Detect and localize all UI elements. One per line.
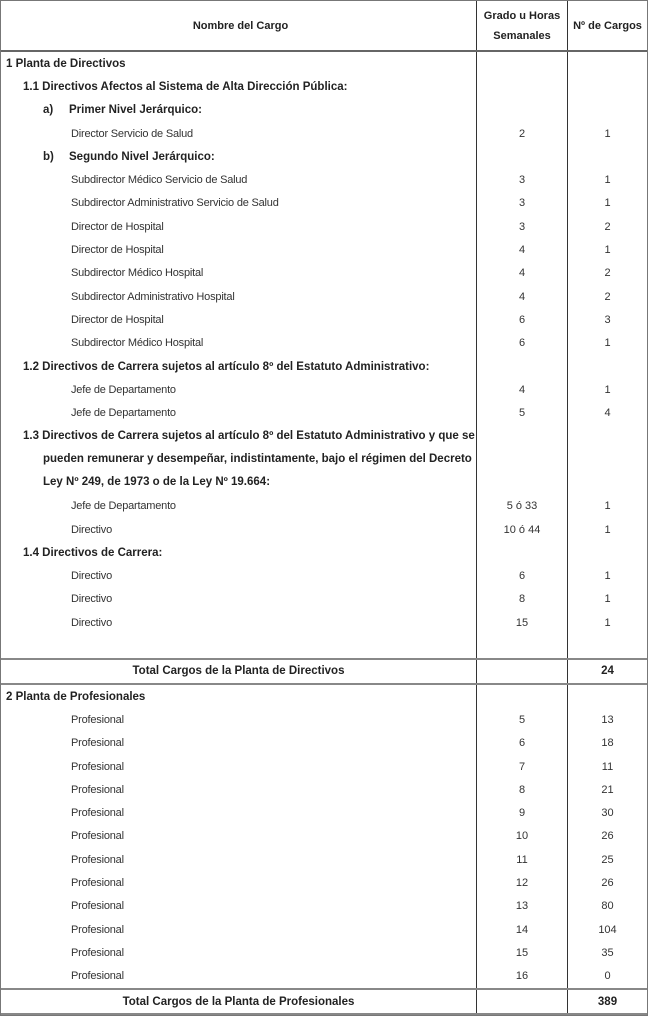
table-row: [1, 168, 647, 191]
count-cell: 1: [567, 168, 647, 191]
row-label: Directivo: [71, 523, 112, 536]
level-heading: [1, 99, 647, 122]
row-label: 1.2 Directivos de Carrera sujetos al artículo 8º del Estatuto Administrativo:: [23, 360, 430, 373]
count-cell: 11: [567, 755, 647, 778]
table-row: [1, 308, 647, 331]
count-cell: 24: [567, 660, 647, 683]
grade-cell: 11: [476, 848, 567, 871]
grade-cell: 14: [476, 918, 567, 941]
grade-cell: 10 ó 44: [476, 518, 567, 541]
count-cell: 13: [567, 708, 647, 731]
table-header: [1, 1, 647, 52]
grade-cell: 7: [476, 755, 567, 778]
grade-cell: 6: [476, 308, 567, 331]
grade-cell: [476, 685, 567, 708]
grade-cell: 6: [476, 732, 567, 755]
count-cell: [567, 52, 647, 75]
grade-cell: 16: [476, 965, 567, 988]
level-label: Primer Nivel Jerárquico:: [69, 104, 202, 117]
grade-cell: 6: [476, 565, 567, 588]
table-row: [1, 588, 647, 611]
row-label: Jefe de Departamento: [71, 500, 176, 513]
grade-cell: 3: [476, 168, 567, 191]
row-label: Profesional: [71, 900, 124, 913]
row-label: Profesional: [71, 970, 124, 983]
row-label: Profesional: [71, 853, 124, 866]
table-row: [1, 778, 647, 801]
table-row: [1, 755, 647, 778]
row-label: 1 Planta de Directivos: [6, 57, 126, 70]
grade-cell: 8: [476, 588, 567, 611]
subsection-heading: [1, 541, 647, 564]
header-grade: [476, 1, 567, 50]
total-row: [1, 988, 647, 1015]
count-cell: 1: [567, 192, 647, 215]
subsection-heading: [1, 75, 647, 98]
count-cell: 1: [567, 565, 647, 588]
level-heading: [1, 145, 647, 168]
grade-cell: 6: [476, 332, 567, 355]
grade-cell: [476, 355, 567, 378]
count-cell: 30: [567, 802, 647, 825]
count-cell: 1: [567, 611, 647, 634]
count-cell: 35: [567, 941, 647, 964]
table-row: [1, 871, 647, 894]
grade-cell: 3: [476, 192, 567, 215]
grade-cell: 15: [476, 611, 567, 634]
header-grade-line2: Semanales: [493, 29, 551, 42]
row-label: Profesional: [71, 760, 124, 773]
header-count: Nº de Cargos: [567, 1, 647, 50]
count-cell: [567, 75, 647, 98]
grade-cell: 8: [476, 778, 567, 801]
table-row: [1, 918, 647, 941]
grade-cell: 4: [476, 285, 567, 308]
count-cell: 18: [567, 732, 647, 755]
table-row: [1, 378, 647, 401]
total-row: [1, 658, 647, 685]
grade-cell: [476, 634, 567, 657]
count-cell: 389: [567, 990, 647, 1013]
row-label: 1.1 Directivos Afectos al Sistema de Alta Dirección Pública:: [23, 80, 348, 93]
section-heading: [1, 685, 647, 708]
level-letter: a): [43, 104, 54, 117]
count-cell: [567, 425, 647, 495]
table-row: [1, 238, 647, 261]
count-cell: [567, 634, 647, 657]
level-label: Segundo Nivel Jerárquico:: [69, 150, 215, 163]
table-row: [1, 401, 647, 424]
row-label: Profesional: [71, 923, 124, 936]
count-cell: 4: [567, 401, 647, 424]
row-label: Subdirector Médico Servicio de Salud: [71, 174, 248, 187]
count-cell: 1: [567, 378, 647, 401]
row-label: Director de Hospital: [71, 313, 164, 326]
header-grade-line1: Grado u Horas: [483, 9, 561, 22]
count-cell: 25: [567, 848, 647, 871]
table-row: [1, 825, 647, 848]
row-label: Subdirector Médico Hospital: [71, 267, 204, 280]
grade-cell: 10: [476, 825, 567, 848]
grade-cell: 4: [476, 262, 567, 285]
grade-cell: 5: [476, 708, 567, 731]
grade-cell: 5: [476, 401, 567, 424]
grade-cell: 4: [476, 238, 567, 261]
table-row: [1, 518, 647, 541]
grade-cell: 9: [476, 802, 567, 825]
table-row: [1, 848, 647, 871]
row-label: Directivo: [71, 570, 112, 583]
row-label: Profesional: [71, 783, 124, 796]
count-cell: 3: [567, 308, 647, 331]
level-letter: b): [43, 150, 54, 163]
row-label: Total Cargos de la Planta de Directivos: [132, 665, 345, 678]
count-cell: [567, 355, 647, 378]
row-label: Profesional: [71, 713, 124, 726]
row-label: Profesional: [71, 807, 124, 820]
row-label: Directivo: [71, 616, 112, 629]
grade-cell: [476, 425, 567, 495]
count-cell: 2: [567, 285, 647, 308]
count-cell: 80: [567, 895, 647, 918]
grade-cell: [476, 52, 567, 75]
row-label: 1.4 Directivos de Carrera:: [23, 546, 163, 559]
row-label: 2 Planta de Profesionales: [6, 690, 146, 703]
table-row: [1, 215, 647, 238]
table-row: [1, 611, 647, 634]
grade-cell: 13: [476, 895, 567, 918]
grade-cell: [476, 75, 567, 98]
count-cell: 1: [567, 588, 647, 611]
subsection-heading: [1, 355, 647, 378]
header-position-name: Nombre del Cargo: [192, 19, 289, 32]
grade-cell: 4: [476, 378, 567, 401]
section-heading: [1, 52, 647, 75]
count-cell: 21: [567, 778, 647, 801]
row-label: Profesional: [71, 877, 124, 890]
grade-cell: 2: [476, 122, 567, 145]
table-row: [1, 895, 647, 918]
row-label: [1, 425, 476, 495]
grade-cell: 12: [476, 871, 567, 894]
table-row: [1, 965, 647, 988]
table-row: [1, 262, 647, 285]
row-label: Subdirector Administrativo Servicio de Salud: [71, 197, 279, 210]
subsection-label: 1.3 Directivos de Carrera sujetos al artículo 8º del Estatuto Administrativo y que se pueden remunerar y desempeñar, indistintamente, bajo el régimen del Decreto Ley Nº 249, de 1973 o de la Ley Nº 19.664:: [23, 429, 475, 489]
row-label: Profesional: [71, 737, 124, 750]
count-cell: 1: [567, 495, 647, 518]
row-label: Total Cargos de la Planta de Profesionales: [122, 995, 355, 1008]
row-label: Subdirector Administrativo Hospital: [71, 290, 235, 303]
table-row: [1, 285, 647, 308]
count-cell: 104: [567, 918, 647, 941]
row-label: Director de Hospital: [71, 244, 164, 257]
grade-cell: [476, 145, 567, 168]
grade-cell: [476, 660, 567, 683]
row-label: Jefe de Departamento: [71, 407, 176, 420]
count-cell: 1: [567, 238, 647, 261]
row-label: Director Servicio de Salud: [71, 127, 193, 140]
table-row: [1, 122, 647, 145]
table-row: [1, 732, 647, 755]
count-cell: 1: [567, 518, 647, 541]
grade-cell: [476, 541, 567, 564]
row-label: [1, 104, 476, 116]
row-label: [1, 151, 476, 163]
count-cell: 2: [567, 215, 647, 238]
table-row: [1, 332, 647, 355]
count-cell: [567, 685, 647, 708]
row-label: Subdirector Médico Hospital: [71, 337, 204, 350]
table-row: [1, 565, 647, 588]
grade-cell: [476, 990, 567, 1013]
count-cell: 0: [567, 965, 647, 988]
count-cell: [567, 99, 647, 122]
count-cell: 1: [567, 332, 647, 355]
subsection-heading: [1, 425, 647, 495]
row-label: Profesional: [71, 830, 124, 843]
row-label: Director de Hospital: [71, 220, 164, 233]
grade-cell: 3: [476, 215, 567, 238]
blank-row: [1, 634, 647, 657]
grade-cell: 15: [476, 941, 567, 964]
table-body: [1, 52, 647, 1015]
row-label: Directivo: [71, 593, 112, 606]
count-cell: [567, 541, 647, 564]
row-label: Jefe de Departamento: [71, 383, 176, 396]
table-row: [1, 802, 647, 825]
count-cell: 1: [567, 122, 647, 145]
table-row: [1, 192, 647, 215]
table-row: [1, 941, 647, 964]
count-cell: 2: [567, 262, 647, 285]
row-label: Profesional: [71, 946, 124, 959]
table-row: [1, 708, 647, 731]
count-cell: 26: [567, 825, 647, 848]
count-cell: 26: [567, 871, 647, 894]
table-row: [1, 495, 647, 518]
grade-cell: [476, 99, 567, 122]
count-cell: [567, 145, 647, 168]
grade-cell: 5 ó 33: [476, 495, 567, 518]
